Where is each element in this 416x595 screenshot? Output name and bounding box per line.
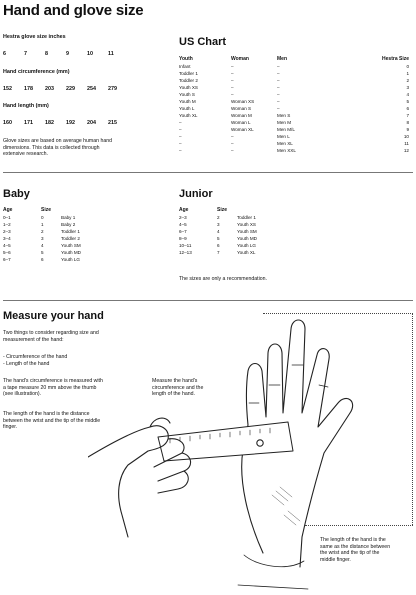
us-chart-row-cell: Men M/L — [277, 127, 295, 132]
text-line: Measure the hand's — [152, 378, 198, 384]
us-chart-row-cell: Men M — [277, 120, 292, 125]
length-value: 204 — [87, 120, 96, 126]
length-value: 182 — [45, 120, 54, 126]
junior-row-cell: 12–13 — [179, 250, 192, 255]
us-chart-row-cell: – — [277, 106, 280, 111]
text-line: circumference and the — [152, 384, 204, 391]
baby-row-cell: 1 — [41, 222, 44, 227]
junior-row-cell: 8–9 — [179, 236, 187, 241]
us-chart-row-cell: – — [277, 99, 280, 104]
junior-note: The sizes are only a recommendation. — [179, 276, 267, 282]
length-value: 192 — [66, 120, 75, 126]
text-line: The length of the hand is the distance — [3, 411, 90, 417]
baby-row-cell: 0–1 — [3, 215, 11, 220]
us-chart-row-cell: – — [179, 141, 182, 146]
glove-note — [3, 138, 163, 158]
baby-row-cell: 1–2 — [3, 222, 11, 227]
junior-row-cell: Toddler 1 — [237, 215, 256, 220]
junior-row-cell: 6 — [217, 243, 220, 248]
us-chart-row-cell: Woman XL — [231, 127, 254, 132]
text-line: same as the distance between — [320, 543, 391, 550]
baby-row — [3, 228, 123, 235]
junior-title: Junior — [179, 188, 213, 200]
glove-note-line: dimensions. This data is collected through — [3, 144, 100, 151]
us-chart-row-cell: – — [277, 78, 280, 83]
col-header: Hestra Size — [382, 56, 409, 62]
length-guide-bottom — [305, 525, 413, 526]
col-header: Size — [41, 207, 52, 213]
junior-row-cell: 5 — [217, 236, 220, 241]
us-chart-row-cell: – — [231, 134, 234, 139]
inch-value: 6 — [3, 51, 6, 57]
baby-row-cell: 2–3 — [3, 229, 11, 234]
us-chart-row-cell: Toddler 1 — [179, 71, 198, 76]
us-chart-row-cell: – — [231, 141, 234, 146]
us-chart-row-cell: – — [277, 92, 280, 97]
us-chart-row-cell: – — [179, 148, 182, 153]
glove-note-line: Glove sizes are based on average human hand — [3, 138, 113, 144]
us-chart-row-cell: 5 — [406, 99, 409, 104]
col-header — [61, 207, 123, 214]
us-chart-row-cell: 6 — [406, 106, 409, 111]
inch-value: 7 — [24, 51, 27, 57]
us-chart-row-cell: 12 — [403, 148, 409, 153]
text-line: The length of the hand is the — [320, 537, 386, 543]
circumference-label: Hand circumference (mm) — [3, 69, 70, 75]
us-chart-row — [179, 98, 411, 105]
us-chart-row — [179, 63, 411, 70]
us-chart-row-cell: Youth XS — [179, 85, 198, 90]
col-header: Age — [179, 207, 189, 213]
us-chart-row-cell: Youth M — [179, 99, 196, 104]
junior-row-cell: Youth XS — [237, 222, 256, 227]
length-values — [3, 120, 129, 126]
length-guide-top — [263, 313, 413, 314]
baby-row — [3, 221, 123, 228]
col-header: Woman — [231, 56, 249, 62]
us-chart-row-cell: 0 — [406, 64, 409, 69]
length-value: 171 — [24, 120, 33, 126]
junior-row-cell: 3 — [217, 222, 220, 227]
inch-value: 8 — [45, 51, 48, 57]
length-value: 215 — [108, 120, 117, 126]
us-chart-row-cell: Woman M — [231, 113, 252, 118]
col-header: Men — [277, 56, 287, 62]
us-chart-row-cell: – — [231, 85, 234, 90]
text-line: Two things to consider regarding size and — [3, 330, 99, 336]
baby-row-cell: 5–6 — [3, 250, 11, 255]
junior-row — [179, 221, 299, 228]
junior-header-row — [179, 207, 299, 214]
us-chart-row-cell: – — [231, 148, 234, 153]
col-header — [237, 207, 299, 214]
inch-value: 11 — [108, 51, 114, 57]
text-line: (see illustration). — [3, 391, 42, 398]
junior-row-cell: 2–3 — [179, 215, 187, 220]
text-line: finger. — [3, 424, 18, 431]
text-line: length of the hand. — [152, 391, 195, 398]
circumference-value: 254 — [87, 86, 96, 92]
baby-row-cell: Youth SM — [61, 243, 81, 248]
us-chart-row-cell: Men L — [277, 134, 290, 139]
us-chart-row — [179, 112, 411, 119]
baby-title: Baby — [3, 188, 30, 200]
us-chart-row-cell: 10 — [403, 134, 409, 139]
circumference-value: 178 — [24, 86, 33, 92]
us-chart-row-cell: 4 — [406, 92, 409, 97]
baby-row — [3, 214, 123, 221]
us-chart-row-cell: Woman S — [231, 106, 252, 111]
us-chart-row-cell: Toddler 2 — [179, 78, 198, 83]
circumference-value: 229 — [66, 86, 75, 92]
inch-value: 10 — [87, 51, 93, 57]
section-divider — [3, 300, 413, 301]
inch-value: 9 — [66, 51, 69, 57]
junior-row — [179, 242, 299, 249]
hestra-inches-values — [3, 51, 129, 57]
baby-row-cell: 6 — [41, 257, 44, 262]
junior-row-cell: Youth XL — [237, 250, 256, 255]
circumference-value: 152 — [3, 86, 12, 92]
length-guide-vertical — [412, 313, 413, 525]
us-chart-row-cell: – — [231, 71, 234, 76]
junior-row-cell: 2 — [217, 215, 220, 220]
us-chart-header-row — [179, 56, 411, 63]
junior-row-cell: 4 — [217, 229, 220, 234]
baby-row-cell: 4–5 — [3, 243, 11, 248]
us-chart-row-cell: 9 — [406, 127, 409, 132]
baby-row-cell: Toddler 2 — [61, 236, 80, 241]
us-chart-row-cell: – — [179, 134, 182, 139]
length-label: Hand length (mm) — [3, 103, 49, 109]
baby-row — [3, 242, 123, 249]
baby-row — [3, 235, 123, 242]
junior-row-cell: 4–5 — [179, 222, 187, 227]
us-chart-row-cell: 11 — [404, 141, 409, 146]
circumference-value: 203 — [45, 86, 54, 92]
us-chart-row — [179, 140, 411, 147]
us-chart-row-cell: – — [231, 64, 234, 69]
us-chart-row — [179, 133, 411, 140]
baby-row-cell: Baby 1 — [61, 215, 76, 220]
us-chart-row-cell: – — [231, 92, 234, 97]
us-chart-row-cell: 1 — [406, 71, 409, 76]
junior-row-cell: 7 — [217, 250, 220, 255]
us-chart-row — [179, 91, 411, 98]
text-line: middle finger. — [320, 556, 351, 563]
us-chart-row-cell: Men XL — [277, 141, 293, 146]
circumference-value: 279 — [108, 86, 117, 92]
us-chart-row — [179, 105, 411, 112]
baby-row-cell: 2 — [41, 229, 44, 234]
us-chart-row — [179, 126, 411, 133]
us-chart-row — [179, 147, 411, 154]
baby-row-cell: 5 — [41, 250, 44, 255]
junior-row-cell: Youth SM — [237, 229, 257, 234]
text-line: The hand's circumference is measured with — [3, 378, 103, 384]
us-chart-row-cell: Men XXL — [277, 148, 296, 153]
us-chart-row — [179, 84, 411, 91]
bullet-item: - Circumference of the hand — [3, 354, 68, 360]
baby-row-cell: 3 — [41, 236, 44, 241]
circumference-values — [3, 86, 129, 92]
us-chart-row-cell: 8 — [406, 120, 409, 125]
us-chart-row-cell: – — [231, 78, 234, 83]
baby-header-row — [3, 207, 123, 214]
us-chart-row-cell: – — [277, 64, 280, 69]
callout-length — [320, 537, 414, 563]
us-chart-table — [179, 56, 411, 154]
junior-table — [179, 207, 299, 256]
text-line: the wrist and the tip of the — [320, 550, 380, 557]
measure-title: Measure your hand — [3, 310, 104, 322]
col-header: Youth — [179, 56, 193, 62]
baby-row-cell: 3–4 — [3, 236, 11, 241]
us-chart-row — [179, 119, 411, 126]
col-header: Age — [3, 207, 13, 213]
us-chart-row-cell: Youth L — [179, 106, 195, 111]
us-chart-row-cell: Youth S — [179, 92, 195, 97]
us-chart-title: US Chart — [179, 36, 227, 48]
us-chart-row — [179, 77, 411, 84]
junior-row-cell: Youth MD — [237, 236, 258, 241]
junior-row — [179, 214, 299, 221]
baby-row — [3, 256, 123, 263]
col-header: Size — [217, 207, 228, 213]
us-chart-row-cell: Woman L — [231, 120, 251, 125]
us-chart-row-cell: 2 — [406, 78, 409, 83]
baby-row — [3, 249, 123, 256]
bullet-item: - Length of the hand — [3, 360, 50, 367]
us-chart-row-cell: Youth XL — [179, 113, 198, 118]
us-chart-row-cell: – — [179, 120, 182, 125]
junior-row — [179, 235, 299, 242]
hestra-inches-label: Hestra glove size inches — [3, 34, 66, 40]
baby-table — [3, 207, 123, 263]
us-chart-row-cell: Men S — [277, 113, 291, 118]
baby-row-cell: Youth LG — [61, 257, 80, 262]
baby-row-cell: 6–7 — [3, 257, 11, 262]
callout-circumference — [152, 378, 242, 398]
us-chart-row-cell: Woman XS — [231, 99, 255, 104]
baby-row-cell: 4 — [41, 243, 44, 248]
length-value: 160 — [3, 120, 12, 126]
junior-row-cell: Youth LG — [237, 243, 256, 248]
us-chart-row — [179, 70, 411, 77]
junior-row — [179, 249, 299, 256]
us-chart-row-cell: – — [277, 71, 280, 76]
junior-row — [179, 228, 299, 235]
page-title: Hand and glove size — [3, 2, 144, 19]
us-chart-row-cell: – — [277, 85, 280, 90]
text-line: between the wrist and the tip of the middle — [3, 417, 101, 424]
baby-row-cell: Baby 2 — [61, 222, 76, 227]
text-line: a tape measure 20 mm above the thumb — [3, 384, 97, 391]
junior-row-cell: 6–7 — [179, 229, 187, 234]
baby-row-cell: 0 — [41, 215, 44, 220]
text-line: measurement of the hand: — [3, 336, 64, 343]
junior-row-cell: 10–11 — [179, 243, 192, 248]
us-chart-row-cell: – — [179, 127, 182, 132]
us-chart-row-cell: 7 — [406, 113, 409, 118]
us-chart-row-cell: 3 — [406, 85, 409, 90]
baby-row-cell: Youth MD — [61, 250, 82, 255]
us-chart-row-cell: Infant — [179, 64, 191, 69]
section-divider — [3, 172, 413, 173]
glove-note-line: extensive research. — [3, 151, 48, 158]
baby-row-cell: Toddler 1 — [61, 229, 80, 234]
